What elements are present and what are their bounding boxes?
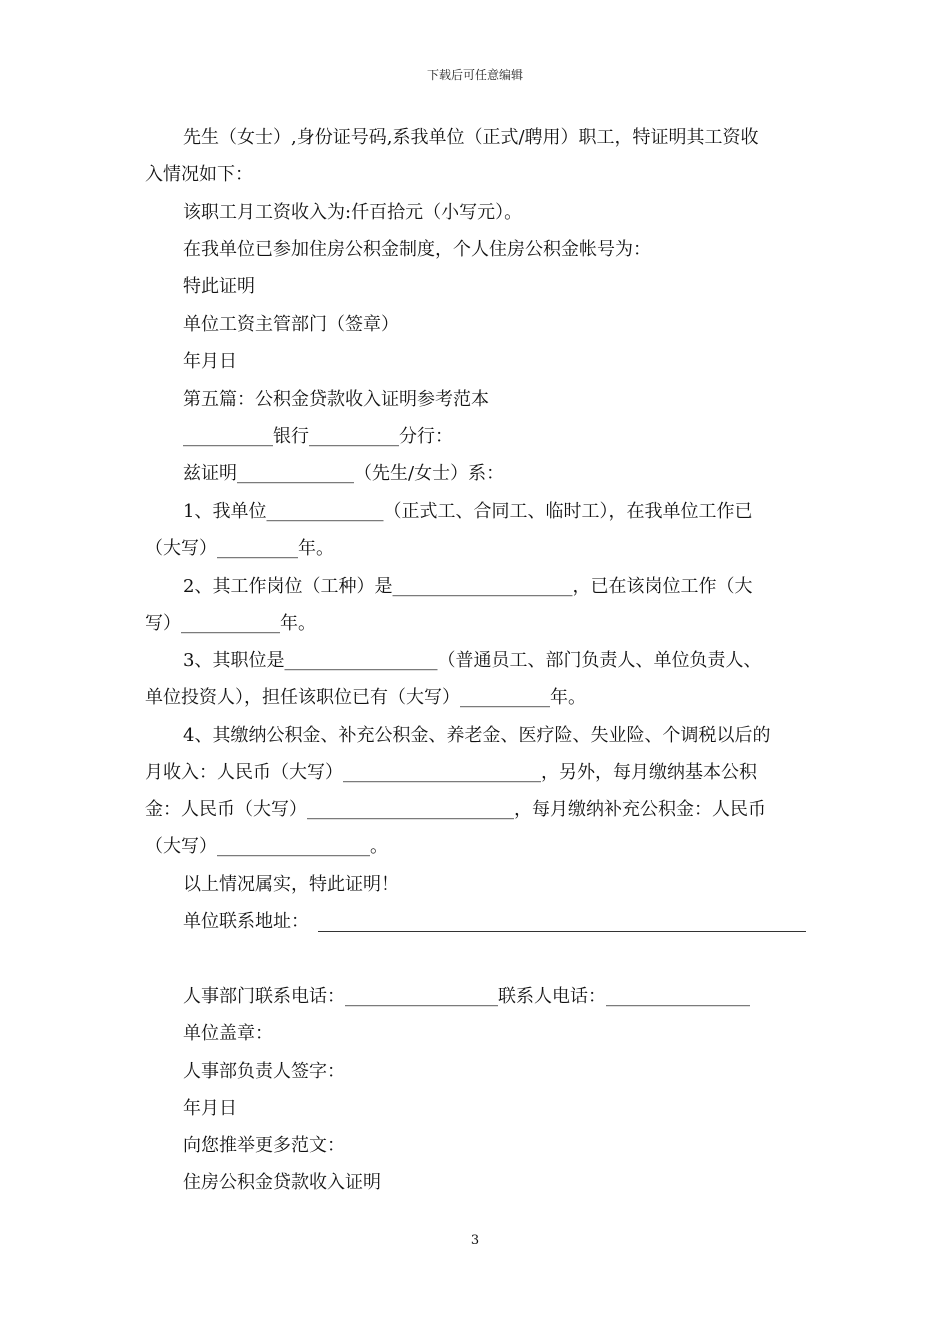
text-line: 金：人民币（大写）_______________________，每月缴纳补充公积金：人民币	[145, 799, 766, 820]
text-line: 人事部门联系电话：_________________联系人电话：________________	[183, 986, 750, 1007]
text-line: （大写）_________年。	[145, 538, 334, 559]
section-heading: 第五篇：公积金贷款收入证明参考范本	[183, 389, 489, 410]
text-line: 年月日	[183, 1098, 237, 1119]
text-line: 单位工资主管部门（签章）	[183, 314, 399, 335]
text-line: 向您推举更多范文：	[183, 1135, 345, 1156]
text-line: 年月日	[183, 351, 237, 372]
text-line: 单位投资人），担任该职位已有（大写）__________年。	[145, 687, 586, 708]
text-line: （大写）_________________。	[145, 836, 388, 857]
page-header: 下载后可任意编辑	[426, 68, 523, 82]
text-line: 住房公积金贷款收入证明	[183, 1172, 381, 1193]
text-line: 3、其职位是_________________（普通员工、部门负责人、单位负责人、	[183, 650, 762, 671]
text-line: 写）___________年。	[145, 613, 316, 634]
text-line: 单位联系地址：	[183, 911, 309, 932]
text-line: 2、其工作岗位（工种）是____________________，已在该岗位工作（大	[183, 576, 753, 597]
text-line: 兹证明_____________（先生/女士）系：	[183, 463, 505, 484]
text-line: 4、其缴纳公积金、补充公积金、养老金、医疗险、失业险、个调税以后的	[183, 725, 771, 746]
page-number: 3	[470, 1233, 480, 1248]
text-line: 入情况如下：	[145, 164, 253, 185]
text-line: 人事部负责人签字：	[183, 1061, 345, 1082]
text-line: 特此证明	[183, 276, 255, 297]
text-line: 该职工月工资收入为:仟百拾元（小写元）。	[183, 202, 523, 223]
text-line: 1、我单位_____________（正式工、合同工、临时工），在我单位工作已	[183, 501, 753, 522]
text-line: 先生（女士）,身份证号码,系我单位（正式/聘用）职工，特证明其工资收	[183, 127, 759, 148]
text-line: 单位盖章：	[183, 1023, 273, 1044]
text-line: 以上情况属实，特此证明！	[183, 874, 399, 895]
text-line: 月收入：人民币（大写）______________________，另外，每月缴纳基本公积	[145, 762, 757, 783]
text-line: __________银行__________分行：	[183, 426, 453, 447]
text-line: 在我单位已参加住房公积金制度，个人住房公积金帐号为：	[183, 239, 651, 260]
address-underline	[318, 931, 806, 932]
